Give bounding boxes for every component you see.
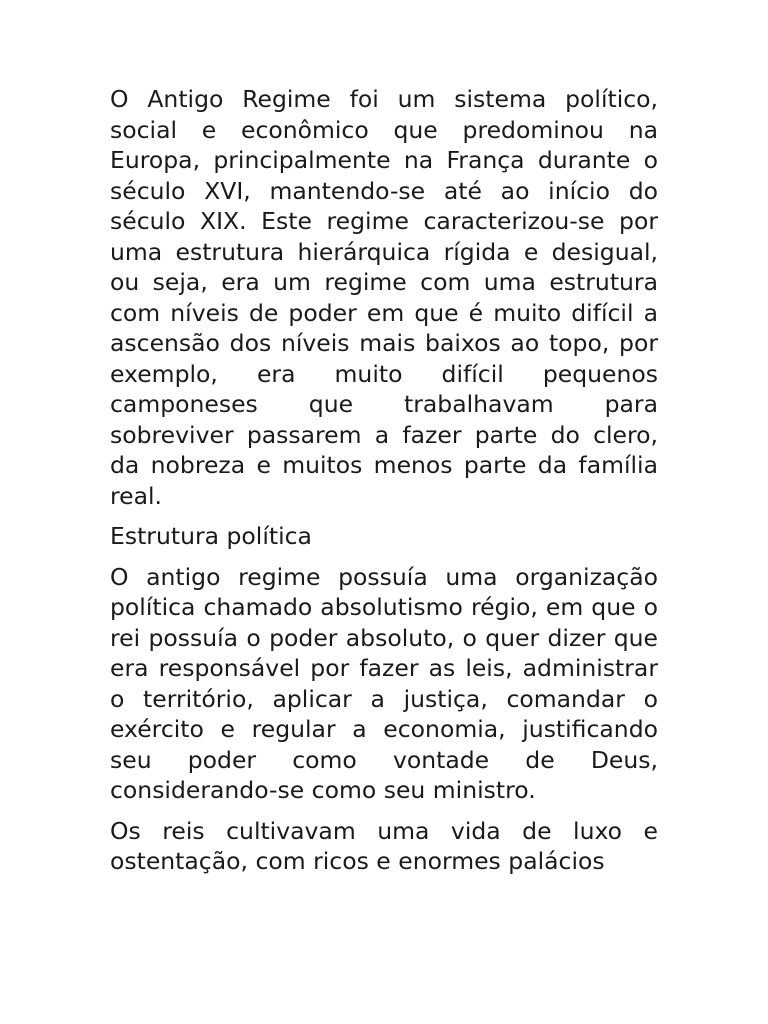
document-page bbox=[110, 84, 658, 887]
paragraph-political-structure: O antigo regime possuía uma organização política chamado absolutismo régio, em que o rei possuía o poder absoluto, o quer dizer que era responsável por fazer as leis, administrar o território, aplicar a justiça, comandar o exército e regular a economia, justificando seu poder como vontade de Deus, considerando-se como seu ministro. bbox=[110, 562, 658, 804]
section-heading: Estrutura política bbox=[110, 522, 312, 550]
paragraph-luxury: Os reis cultivavam uma vida de luxo e ostentação, com ricos e enormes palácios bbox=[110, 816, 658, 875]
paragraph-intro: O Antigo Regime foi um sistema político, social e econômico que predominou na Europa, principalmente na França durante o século XVI, mantendo-se até ao início do século XIX. Este regime caracterizou-se por uma estrutura hierárquica rígida e desigual, ou seja, era um regime com uma estrutura com níveis de poder em que é muito difícil a ascensão dos níveis mais baixos ao topo, por exemplo, era muito difícil pequenos camponeses que trabalhavam para sobreviver passarem a fazer parte do clero, da nobreza e muitos menos parte da família real. bbox=[110, 85, 658, 510]
